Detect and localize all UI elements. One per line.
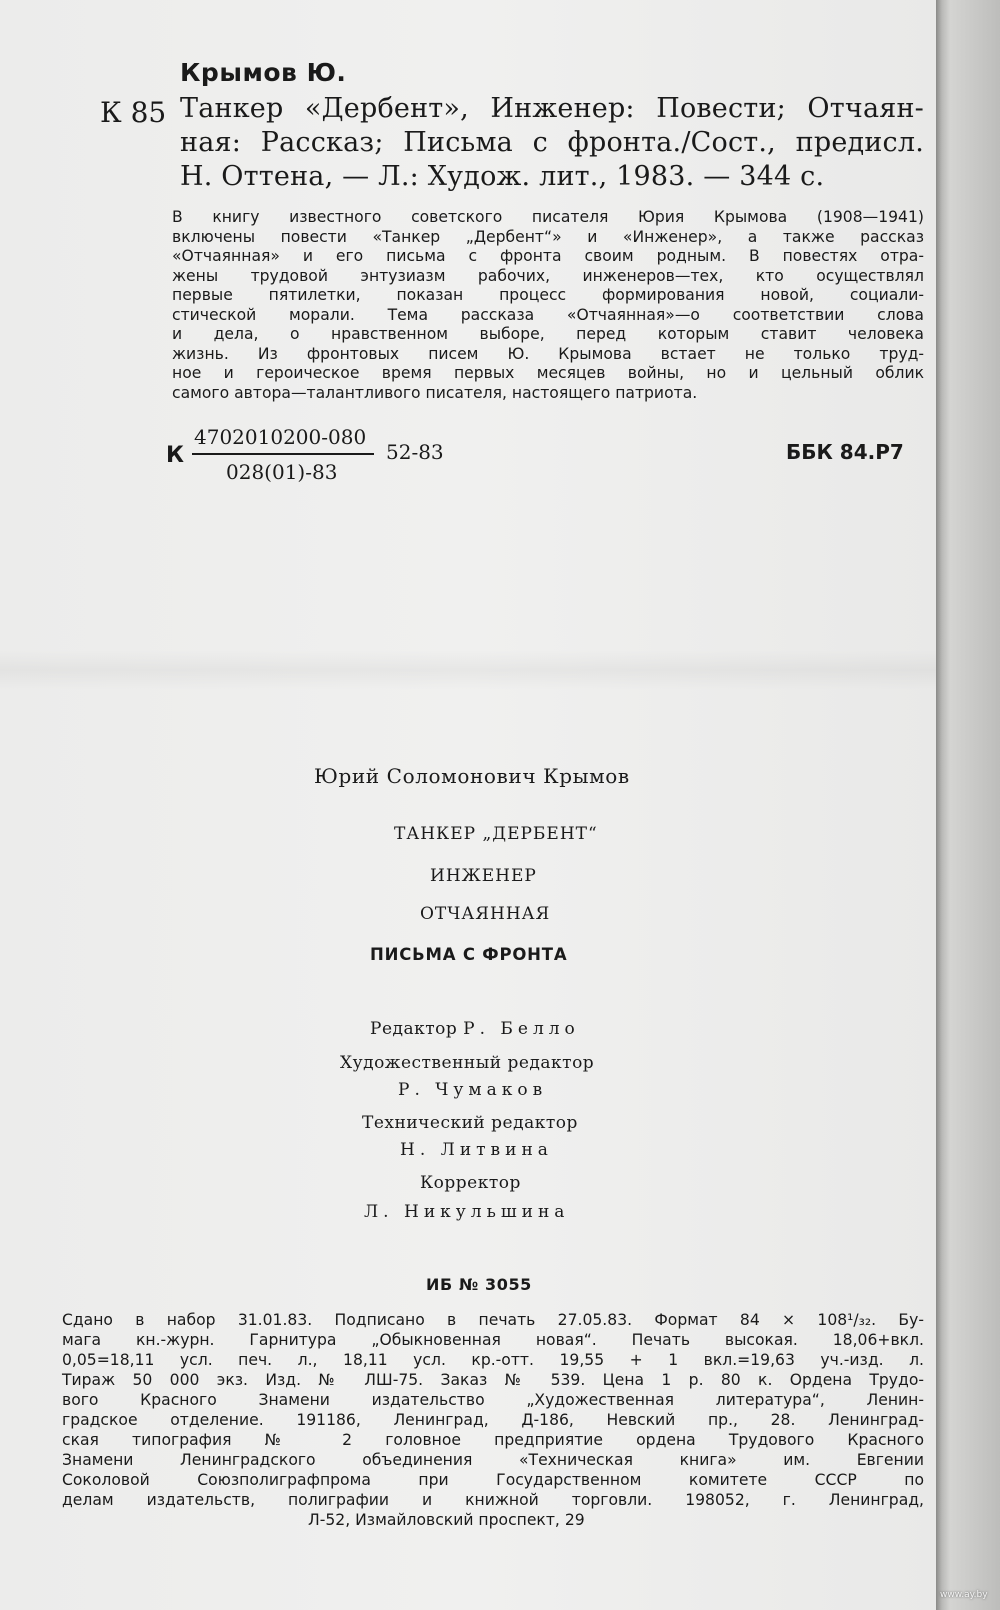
- proofreader-role: Корректор: [420, 1173, 521, 1193]
- catalog-code: К 85: [100, 96, 167, 129]
- site-watermark: www.ay.by: [940, 1590, 988, 1600]
- imprint-line: 0,05=18,11 усл. печ. л., 18,11 усл. кр.-отт. 19,55 + 1 вкл.=19,63 уч.-изд. л.: [62, 1351, 924, 1369]
- art-editor-name: Р. Чумаков: [398, 1080, 548, 1100]
- annotation-line: первые пятилетки, показан процесс формирования новой, социали-: [172, 286, 924, 304]
- author-full-name: Юрий Соломонович Крымов: [314, 764, 630, 788]
- annotation-line: «Отчаянная» и его письма с фронта своим родным. В повестях отра-: [172, 247, 924, 265]
- work-title: ТАНКЕР „ДЕРБЕНТ“: [394, 824, 598, 844]
- bib-line: ная: Рассказ; Письма с фронта./Сост., предисл.: [180, 127, 924, 158]
- annotation-line: жизнь. Из фронтовых писем Ю. Крымова встает не только труд-: [172, 344, 924, 363]
- bibliographic-description: [180, 92, 924, 194]
- imprint-line: мага кн.-журн. Гарнитура „Обыкновенная новая“. Печать высокая. 18,06+вкл.: [62, 1331, 924, 1349]
- work-title: ОТЧАЯННАЯ: [420, 904, 551, 924]
- imprint-line: вого Красного Знамени издательство „Художественная литература“, Ленин-: [62, 1391, 924, 1409]
- bbk-code: ББК 84.Р7: [786, 440, 904, 464]
- ib-number: ИБ № 3055: [426, 1275, 532, 1294]
- classification-numerator: 4702010200-080: [194, 425, 367, 449]
- classification-letter: К: [166, 443, 184, 468]
- book-gutter: [936, 0, 1000, 1610]
- editor-role: Редактор: [370, 1019, 458, 1039]
- work-title: ПИСЬМА С ФРОНТА: [370, 945, 568, 964]
- art-editor-role: Художественный редактор: [340, 1053, 595, 1073]
- work-title: ИНЖЕНЕР: [430, 866, 537, 886]
- classification-suffix: 52-83: [386, 440, 444, 464]
- annotation-line: включены повести «Танкер „Дербент“» и «Инженер», а также рассказ: [172, 227, 924, 246]
- imprint: [62, 1310, 924, 1530]
- bib-line: Танкер «Дербент», Инженер: Повести; Отчаян-: [180, 93, 924, 124]
- annotation-line: и дела, о нравственном выборе, перед которым ставит человека: [172, 325, 924, 343]
- imprint-line: Л-52, Измайловский проспект, 29: [308, 1511, 585, 1529]
- imprint-line: делам издательств, полиграфии и книжной торговли. 198052, г. Ленинград,: [62, 1491, 924, 1509]
- annotation-line: самого автора—талантливого писателя, настоящего патриота.: [172, 383, 698, 402]
- proofreader-name: Л. Никульшина: [364, 1202, 570, 1222]
- imprint-line: ская типография № 2 головное предприятие ордена Трудового Красного: [62, 1431, 924, 1449]
- tech-editor-name: Н. Литвина: [400, 1140, 553, 1160]
- classification-denominator: 028(01)-83: [226, 460, 338, 484]
- tech-editor-role: Технический редактор: [362, 1113, 578, 1133]
- editor-credit: [370, 1019, 580, 1039]
- imprint-line: градское отделение. 191186, Ленинград, Д-186, Невский пр., 28. Ленинград-: [62, 1411, 924, 1429]
- editor-name: Р. Белло: [463, 1019, 580, 1039]
- annotation: [172, 208, 924, 403]
- author-heading: Крымов Ю.: [180, 58, 347, 87]
- page-fold: [0, 650, 938, 690]
- bib-line: Н. Оттена, — Л.: Худож. лит., 1983. — 344 с.: [180, 161, 825, 192]
- imprint-line: Знамени Ленинградского объединения «Техническая книга» им. Евгении: [62, 1451, 924, 1469]
- annotation-line: жены трудовой энтузиазм рабочих, инженеров—тех, кто осуществлял: [172, 266, 924, 285]
- annotation-line: стической морали. Тема рассказа «Отчаянная»—о соответствии слова: [172, 305, 924, 324]
- annotation-line: ное и героическое время первых месяцев войны, но и цельный облик: [172, 364, 924, 382]
- imprint-line: Тираж 50 000 экз. Изд. № ЛШ-75. Заказ № 539. Цена 1 р. 80 к. Ордена Трудо-: [62, 1371, 924, 1389]
- imprint-line: Соколовой Союзполиграфпрома при Государственном комитете СССР по: [62, 1471, 924, 1489]
- imprint-line: Сдано в набор 31.01.83. Подписано в печать 27.05.83. Формат 84 × 108¹/₃₂. Бу-: [62, 1311, 924, 1329]
- annotation-line: В книгу известного советского писателя Юрия Крымова (1908—1941): [172, 208, 924, 226]
- fraction-bar: [192, 453, 374, 455]
